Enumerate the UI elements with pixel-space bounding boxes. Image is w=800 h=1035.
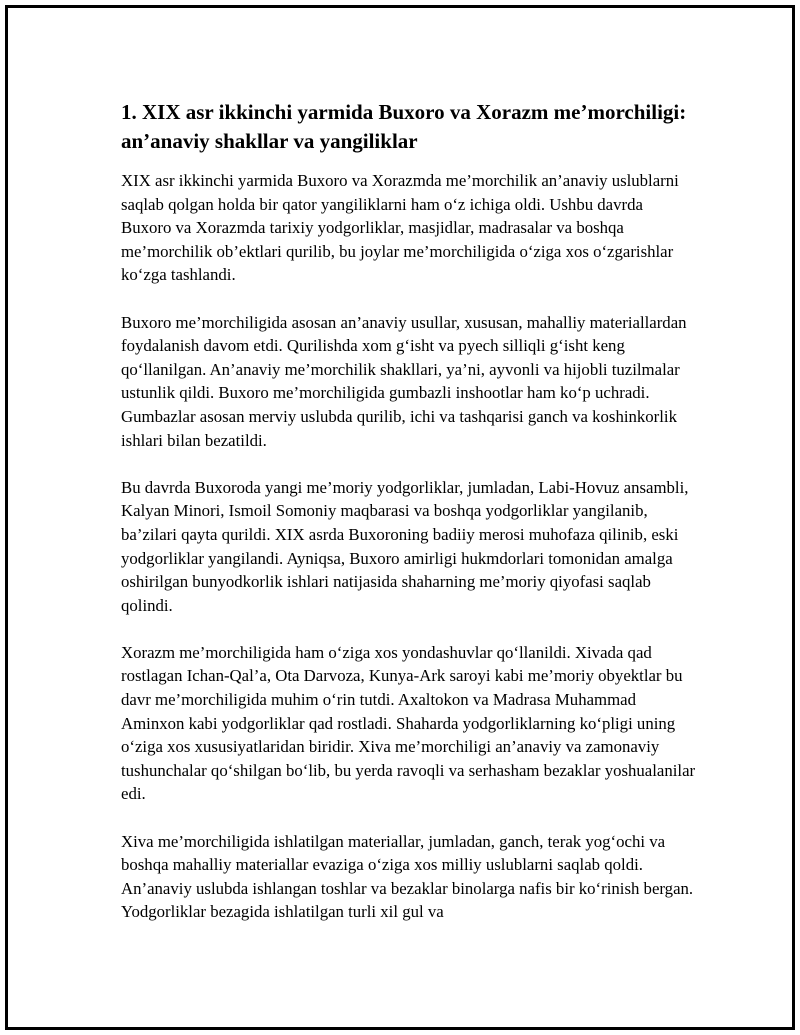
paragraph-5: Xiva me’morchiligida ishlatilgan materiallar, jumladan, ganch, terak yog‘ochi va boshqa mahalliy materiallar evaziga o‘ziga xos milliy uslublarni saqlab qoldi. An’anaviy uslubda ishlangan toshlar va bezaklar binolarga nafis bir ko‘rinish bergan. Yodgorliklar bezagida ishlatilgan turli xil gul va xyxy=(121,831,694,922)
paragraph-3: Bu davrda Buxoroda yangi me’moriy yodgorliklar, jumladan, Labi-Hovuz ansambli, Kalyan Minori, Ismoil Somoniy maqbarasi va boshqa yodgorliklar yangilanib, ba’zilari qayta qurildi. XIX asrda Buxoroning badiiy merosi muhofaza qilinib, eski yodgorliklar yangilandi. Ayniqsa, Buxoro amirligi hukmdorlari tomonidan amalga oshirilgan bunyodkorlik ishlari natijasida shaharning me’moriy qiyofasi saqlab qolindi. xyxy=(121,477,689,615)
section-title: 1. XIX asr ikkinchi yarmida Buxoro va Xorazm me’morchiligi: an’anaviy shakllar va yangiliklar xyxy=(121,100,687,153)
page-frame xyxy=(5,5,795,1030)
document-body xyxy=(121,98,696,948)
paragraph-1: XIX asr ikkinchi yarmida Buxoro va Xorazmda me’morchilik an’anaviy uslublarni saqlab qolgan holda bir qator yangiliklarni ham o‘z ichiga oldi. Ushbu davrda Buxoro va Xorazmda tarixiy yodgorliklar, masjidlar, madrasalar va boshqa me’morchilik ob’ektlari qurilib, bu joylar me’morchiligida o‘ziga xos o‘zgarishlar ko‘zga tashlandi. xyxy=(121,171,679,285)
paragraph-4: Xorazm me’morchiligida ham o‘ziga xos yondashuvlar qo‘llanildi. Xivada qad rostlagan Ichan-Qal’a, Ota Darvoza, Kunya-Ark saroyi kabi me’moriy obyektlar bu davr me’morchiligida muhim o‘rin tutdi. Axaltokon va Madrasa Muhammad Aminxon kabi yodgorliklar qad rostladi. Shaharda yodgorliklarning ko‘pligi uning o‘ziga xos xususiyatlaridan biridir. Xiva me’morchiligi an’anaviy va zamonaviy tushunchalar qo‘shilgan bo‘lib, bu yerda ravoqli va serhasham bezaklar yoshualanilar edi. xyxy=(121,642,696,804)
paragraph-2: Buxoro me’morchiligida asosan an’anaviy usullar, xususan, mahalliy materiallardan foydalanish davom etdi. Qurilishda xom g‘isht va pyech silliqli g‘isht keng qo‘llanilgan. An’anaviy me’morchilik shakllari, ya’ni, ayvonli va hijobli tuzilmalar ustunlik qildi. Buxoro me’morchiligida gumbazli inshootlar ham ko‘p uchradi. Gumbazlar asosan merviy uslubda qurilib, ichi va tashqarisi ganch va koshinkorlik ishlari bilan bezatildi. xyxy=(121,312,687,450)
